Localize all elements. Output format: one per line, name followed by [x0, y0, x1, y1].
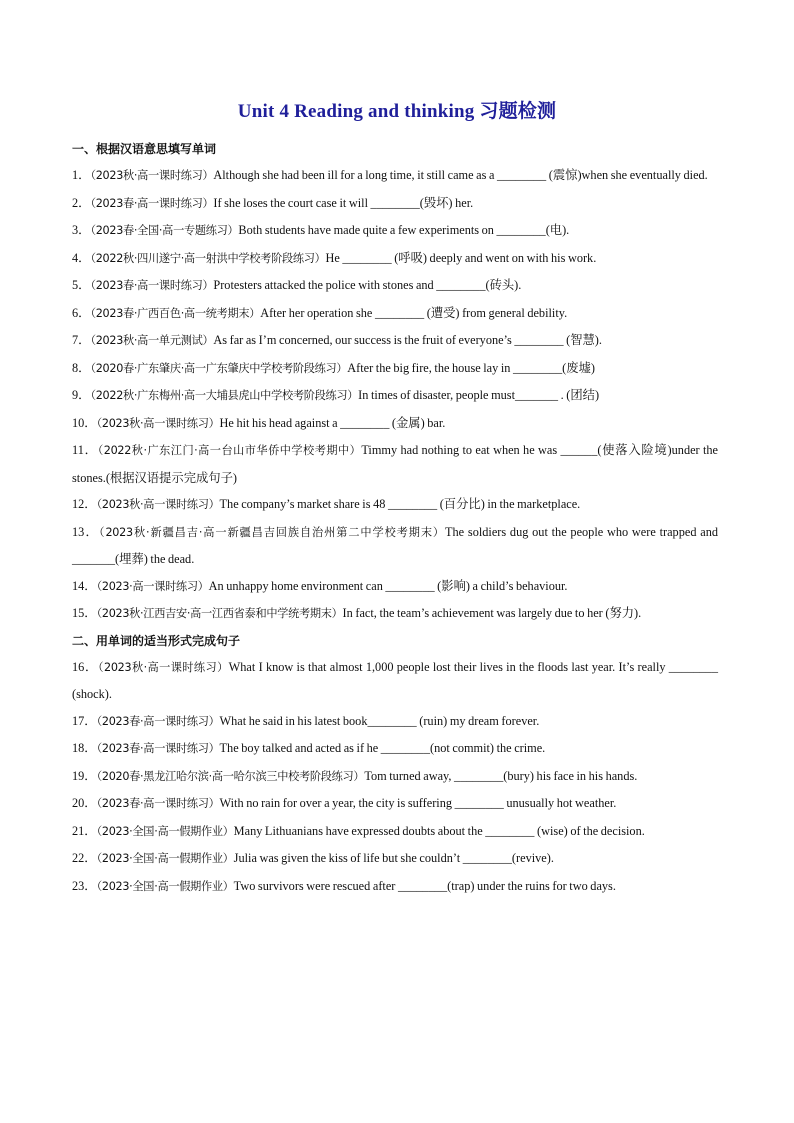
question-item — [72, 190, 718, 218]
question-number: 15． — [72, 606, 97, 620]
question-item — [72, 327, 718, 355]
question-text: Many Lithuanians have expressed doubts about the ________ (wise) of the decision. — [233, 823, 645, 838]
question-source: （2020春·黑龙江哈尔滨·高一哈尔滨三中校考阶段练习） — [96, 769, 365, 783]
question-item — [72, 790, 718, 818]
question-source: （2020春·广东肇庆·高一广东肇庆中学校考阶段练习） — [90, 361, 348, 375]
exercise-section — [72, 628, 718, 901]
question-source: （2023秋·高一课时练习） — [96, 416, 220, 430]
question-number: 17． — [72, 713, 97, 728]
question-text: What I know is that almost 1,000 people lost their lives in the floods last year. It’s really ________ (shock). — [72, 659, 718, 701]
question-number: 4． — [72, 250, 91, 265]
question-number: 9． — [72, 388, 91, 402]
question-source: （2023·高一课时练习） — [96, 579, 209, 593]
question-text: Timmy had nothing to eat when he was ______(使落入险境)under the stones.(根据汉语提示完成句子) — [72, 443, 719, 485]
question-item — [72, 818, 718, 846]
question-source: （2023秋·高一单元测试） — [90, 334, 214, 347]
question-text: An unhappy home environment can ________ (影响) a child’s behaviour. — [208, 578, 568, 593]
question-number: 7． — [72, 333, 91, 347]
question-text: The boy talked and acted as if he ________(not commit) the crime. — [219, 741, 546, 755]
question-text: Although she had been ill for a long time, it still came as a ________ (震惊)when she eventually died. — [213, 168, 708, 182]
question-number: 14． — [72, 578, 97, 593]
question-item — [72, 162, 718, 190]
question-item — [72, 600, 718, 628]
question-number: 21． — [72, 823, 97, 838]
question-item — [72, 735, 718, 763]
section-heading: 二、用单词的适当形式完成句子 — [72, 633, 241, 648]
exercise-section — [72, 136, 718, 628]
question-text: If she loses the court case it will ________(毁坏) her. — [213, 195, 474, 210]
question-text: He hit his head against a ________ (金属) bar. — [219, 415, 446, 430]
question-text: He ________ (呼吸) deeply and went on with his work. — [325, 250, 597, 265]
question-source: （2023春·高一课时练习） — [96, 742, 220, 755]
question-number: 10． — [72, 415, 97, 430]
question-text: Two survivors were rescued after ________(trap) under the ruins for two days. — [233, 878, 616, 893]
question-number: 8． — [72, 360, 91, 375]
question-number: 11． — [72, 443, 98, 457]
question-source: （2023·全国·高一假期作业） — [96, 852, 234, 865]
question-item — [72, 491, 718, 519]
question-source: （2023·全国·高一假期作业） — [96, 879, 234, 893]
question-number: 12． — [72, 497, 97, 511]
question-number: 22． — [72, 851, 97, 865]
question-item — [72, 573, 718, 601]
question-number: 1． — [72, 168, 91, 182]
question-item — [72, 245, 718, 273]
question-source: （2022秋·广东江门·高一台山市华侨中学校考期中） — [97, 444, 362, 457]
question-text: Tom turned away, ________(bury) his face in his hands. — [364, 768, 638, 783]
question-source: （2023春·高一课时练习） — [90, 279, 214, 292]
question-number: 20． — [72, 796, 97, 810]
question-item — [72, 410, 718, 438]
question-item — [72, 873, 718, 901]
section-heading: 一、根据汉语意思填写单词 — [72, 142, 217, 156]
question-number: 16． — [72, 659, 99, 674]
question-item — [72, 355, 718, 383]
question-item — [72, 845, 718, 873]
question-text: Protesters attacked the police with stones and ________(砖头). — [213, 278, 522, 292]
question-number: 5． — [72, 278, 91, 292]
exercise-content — [72, 136, 718, 900]
question-source: （2023春·高一课时练习） — [90, 196, 214, 210]
question-item — [72, 519, 718, 573]
question-text: Julia was given the kiss of life but she couldn’t ________(revive). — [233, 851, 554, 865]
question-item — [72, 300, 718, 328]
question-number: 3． — [72, 223, 91, 237]
question-item — [72, 382, 718, 410]
question-item — [72, 708, 718, 736]
question-item — [72, 763, 718, 791]
question-source: （2023秋·高一课时练习） — [98, 660, 229, 674]
question-number: 6． — [72, 305, 91, 320]
question-source: （2023春·高一课时练习） — [96, 714, 220, 728]
question-number: 18． — [72, 741, 97, 755]
question-item — [72, 272, 718, 300]
question-source: （2023秋·高一课时练习） — [96, 498, 220, 511]
question-source: （2023春·广西百色·高一统考期末） — [90, 306, 261, 320]
question-item — [72, 437, 718, 491]
question-text: The soldiers dug out the people who were trapped and _______(埋葬) the dead. — [72, 524, 718, 566]
question-source: （2023春·高一课时练习） — [96, 797, 220, 810]
question-source: （2022秋·四川遂宁·高一射洪中学校考阶段练习） — [90, 251, 326, 265]
question-text: The company’s market share is 48 ________ (百分比) in the marketplace. — [219, 497, 581, 511]
question-source: （2022秋·广东梅州·高一大埔县虎山中学校考阶段练习） — [90, 389, 359, 402]
question-number: 13． — [72, 524, 99, 539]
question-source: （2023秋·新疆昌吉·高一新疆昌吉回族自治州第二中学校考期末） — [99, 525, 446, 539]
question-text: In fact, the team’s achievement was largely due to her (努力). — [342, 606, 642, 620]
question-source: （2023秋·高一课时练习） — [90, 169, 214, 182]
question-item — [72, 654, 718, 708]
question-text: As far as I’m concerned, our success is the fruit of everyone’s ________ (智慧). — [213, 333, 602, 347]
page-title: Unit 4 Reading and thinking 习题检测 — [237, 101, 557, 122]
question-item — [72, 217, 718, 245]
question-number: 19． — [72, 768, 97, 783]
question-number: 23． — [72, 878, 97, 893]
question-text: After the big fire, the house lay in ________(废墟) — [347, 360, 595, 375]
question-text: With no rain for over a year, the city is suffering ________ unusually hot weather. — [219, 796, 617, 810]
question-source: （2023春·全国·高一专题练习） — [90, 224, 239, 237]
question-text: In times of disaster, people must_______ . (团结) — [358, 388, 600, 402]
question-number: 2． — [72, 195, 91, 210]
question-source: （2023秋·江西吉安·高一江西省泰和中学统考期末） — [96, 607, 343, 620]
question-text: Both students have made quite a few experiments on ________(电). — [238, 223, 570, 237]
question-text: What he said in his latest book________ (ruin) my dream forever. — [219, 713, 540, 728]
question-source: （2023·全国·高一假期作业） — [96, 824, 234, 838]
question-text: After her operation she ________ (遭受) from general debility. — [260, 305, 568, 320]
